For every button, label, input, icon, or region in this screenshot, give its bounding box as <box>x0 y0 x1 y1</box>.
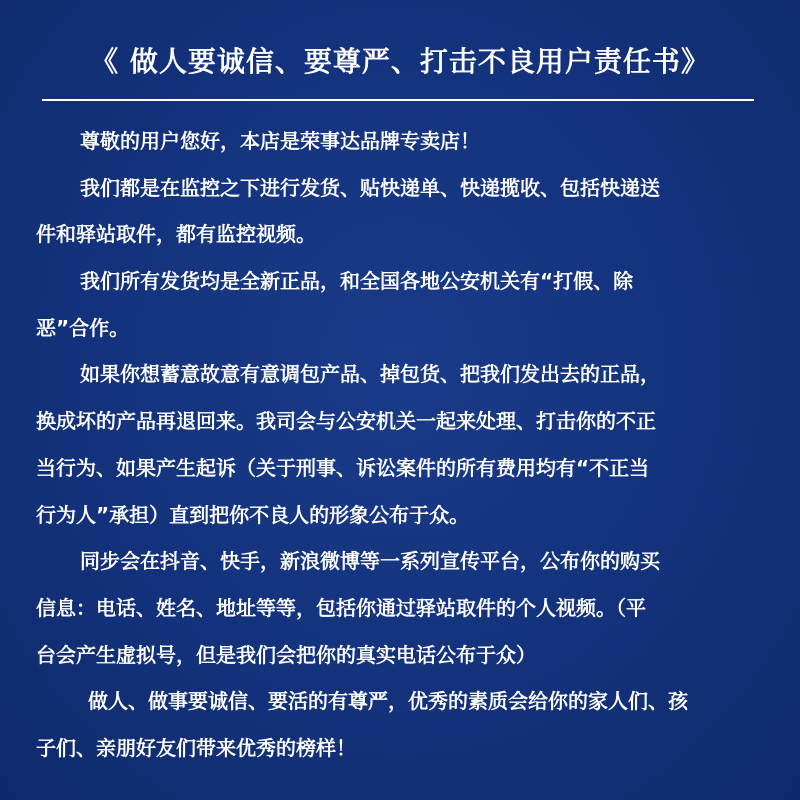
text-line: 件和驿站取件，都有监控视频。 <box>36 222 316 247</box>
paragraph-monitoring <box>36 165 764 258</box>
paragraph-authentic-goods <box>36 258 764 351</box>
text-line: 换成坏的产品再退回来。我司会与公安机关一起来处理、打击你的不正 <box>36 409 656 434</box>
text-line: 行为人”承担）直到把你不良人的形象公布于众。 <box>36 502 470 527</box>
text-line: 尊敬的用户您好，本店是荣事达品牌专卖店！ <box>80 129 480 153</box>
document-body <box>36 118 764 772</box>
document-title: 《 做人要诚信、要尊严、打击不良用户责任书》 <box>90 45 710 78</box>
text-line: 恶”合作。 <box>36 315 130 340</box>
paragraph-publication <box>36 538 764 678</box>
text-line: 做人、做事要诚信、要活的有尊严，优秀的素质会给你的家人们、孩 <box>88 689 688 714</box>
text-line: 子们、亲朋好友们带来优秀的榜样！ <box>36 735 356 760</box>
text-line: 台会产生虚拟号，但是我们会把你的真实电话公布于众） <box>36 642 536 667</box>
paragraph-integrity <box>36 678 764 771</box>
paragraph-fraud-warning <box>36 351 764 538</box>
text-line: 信息：电话、姓名、地址等等，包括你通过驿站取件的个人视频。（平 <box>36 595 646 620</box>
text-line: 如果你想蓄意故意有意调包产品、掉包货、把我们发出去的正品， <box>80 362 660 387</box>
text-line: 我们都是在监控之下进行发货、贴快递单、快递揽收、包括快递送 <box>80 175 660 200</box>
text-line: 我们所有发货均是全新正品，和全国各地公安机关有“打假、除 <box>80 269 634 294</box>
text-line: 同步会在抖音、快手，新浪微博等一系列宣传平台，公布你的购买 <box>80 549 660 574</box>
title-divider <box>42 99 754 101</box>
paragraph-greeting <box>36 118 764 165</box>
text-line: 当行为、如果产生起诉（关于刑事、诉讼案件的所有费用均有“不正当 <box>36 455 650 480</box>
